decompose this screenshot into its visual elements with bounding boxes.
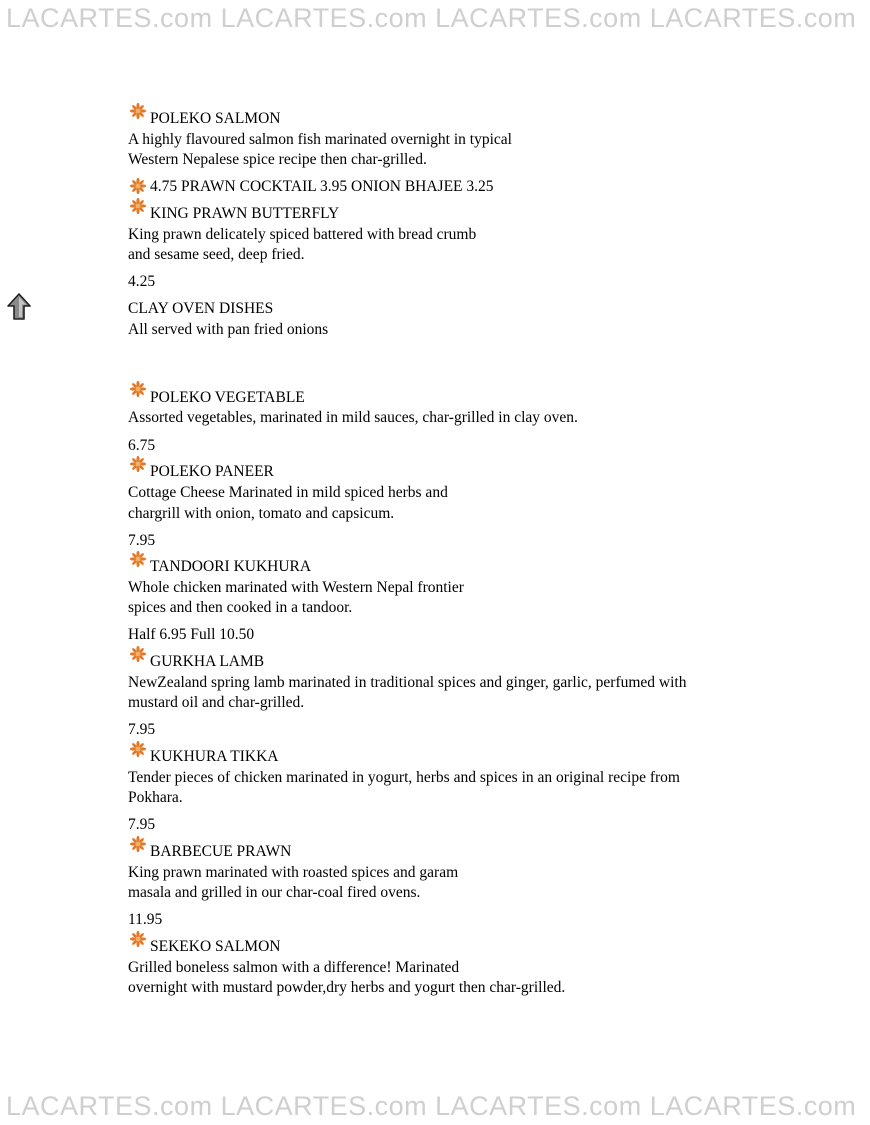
dish-title: KING PRAWN BUTTERFLY (150, 205, 340, 222)
dish-price: 6.75 (128, 437, 156, 454)
dish-description: mustard oil and char-grilled. (128, 694, 305, 711)
dish-description: Cottage Cheese Marinated in mild spiced herbs and (128, 484, 448, 501)
dish-price: 4.25 (128, 273, 156, 290)
watermark-top: LACARTES.com LACARTES.com LACARTES.com LACARTES.com (6, 3, 857, 33)
dish-description: Western Nepalese spice recipe then char-grilled. (128, 151, 427, 168)
section-subtitle: All served with pan fried onions (128, 321, 329, 338)
dish-description: Whole chicken marinated with Western Nepal frontier (128, 579, 464, 596)
dish-description: Assorted vegetables, marinated in mild sauces, char-grilled in clay oven. (128, 409, 578, 426)
watermark-bottom: LACARTES.com LACARTES.com LACARTES.com LACARTES.com (6, 1091, 857, 1121)
dish-price: 7.95 (128, 721, 156, 738)
dish-description: chargrill with onion, tomato and capsicum. (128, 505, 395, 522)
dish-price: 7.95 (128, 532, 156, 549)
flower-bullet-icon (130, 551, 146, 567)
dish-price: Half 6.95 Full 10.50 (128, 626, 255, 643)
flower-bullet-icon (130, 178, 146, 194)
dish-description: spices and then cooked in a tandoor. (128, 599, 353, 616)
dish-title: POLEKO PANEER (150, 463, 274, 480)
dish-description: Tender pieces of chicken marinated in yogurt, herbs and spices in an original recipe from (128, 769, 680, 786)
flower-bullet-icon (130, 741, 146, 757)
dish-description: and sesame seed, deep fried. (128, 246, 305, 263)
dish-description: A highly flavoured salmon fish marinated overnight in typical (128, 131, 512, 148)
flower-bullet-icon (130, 381, 146, 397)
flower-bullet-icon (130, 456, 146, 472)
dish-price: 7.95 (128, 816, 156, 833)
up-arrow-icon[interactable] (6, 292, 32, 322)
dish-description: Pokhara. (128, 789, 183, 806)
dish-title: KUKHURA TIKKA (150, 748, 279, 765)
dish-description: NewZealand spring lamb marinated in traditional spices and ginger, garlic, perfumed with (128, 674, 687, 691)
dish-description: masala and grilled in our char-coal fired ovens. (128, 884, 421, 901)
flower-bullet-icon (130, 198, 146, 214)
dish-title: POLEKO SALMON (150, 110, 281, 127)
dish-description: King prawn delicately spiced battered with bread crumb (128, 226, 477, 243)
dish-description: overnight with mustard powder,dry herbs and yogurt then char-grilled. (128, 979, 566, 996)
flower-bullet-icon (130, 103, 146, 119)
prices-line: 4.75 PRAWN COCKTAIL 3.95 ONION BHAJEE 3.25 (150, 178, 494, 195)
dish-title: TANDOORI KUKHURA (150, 558, 312, 575)
flower-bullet-icon (130, 931, 146, 947)
dish-description: Grilled boneless salmon with a difference! Marinated (128, 959, 460, 976)
flower-bullet-icon (130, 646, 146, 662)
dish-title: POLEKO VEGETABLE (150, 389, 305, 406)
dish-price: 11.95 (128, 911, 163, 928)
dish-title: GURKHA LAMB (150, 653, 265, 670)
dish-title: SEKEKO SALMON (150, 938, 281, 955)
section-heading: CLAY OVEN DISHES (128, 300, 274, 317)
dish-description: King prawn marinated with roasted spices and garam (128, 864, 459, 881)
flower-bullet-icon (130, 836, 146, 852)
dish-title: BARBECUE PRAWN (150, 843, 292, 860)
